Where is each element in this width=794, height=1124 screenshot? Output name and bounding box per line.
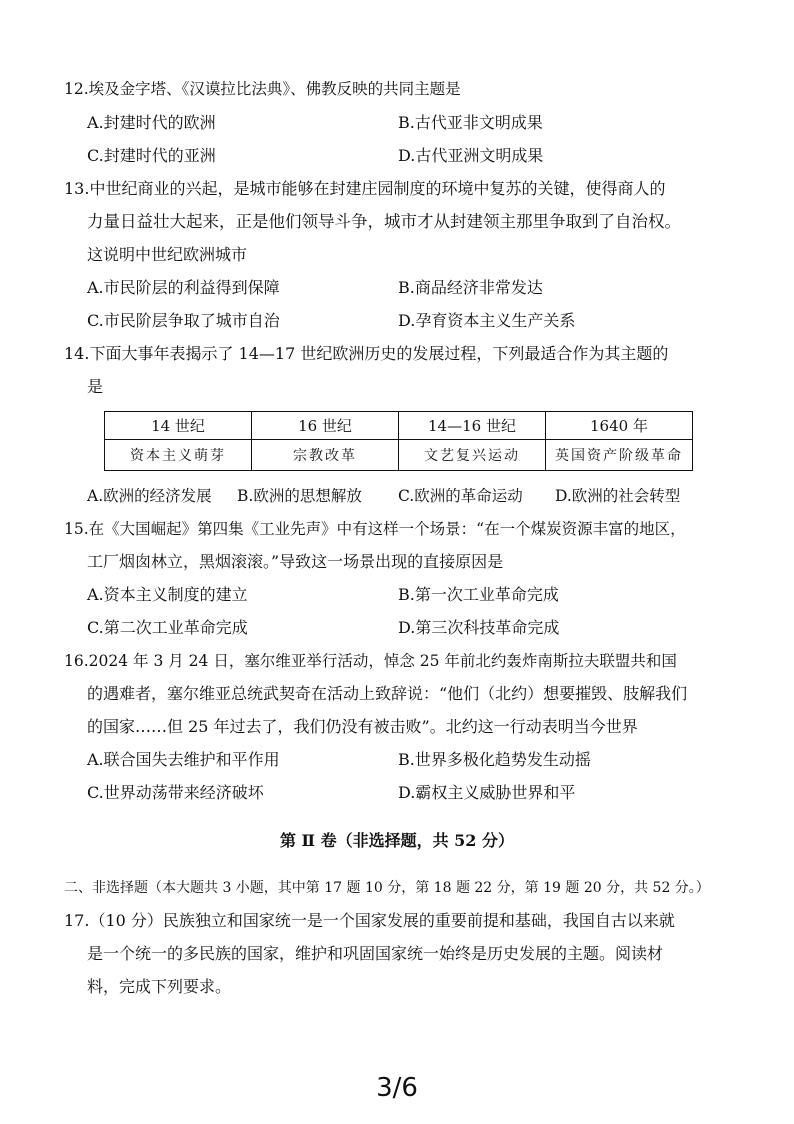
- q17-line-2: 是一个统一的多民族的国家，维护和巩固国家统一始终是历史发展的主题。阅读材: [87, 944, 664, 963]
- q13-option-b: B.商品经济非常发达: [398, 278, 543, 297]
- section-heading: 二、非选择题（本大题共 3 小题，其中第 17 题 10 分，第 18 题 22 分，第 19 题 20 分，共 52 分。）: [64, 880, 710, 896]
- q14-option-b: B.欧洲的思想解放: [237, 487, 362, 505]
- q14-option-a: A.欧洲的经济发展: [87, 487, 212, 505]
- q16-option-d: D.霸权主义威胁世界和平: [398, 783, 576, 802]
- q16-option-a: A.联合国失去维护和平作用: [87, 750, 280, 769]
- table-header: 16 世纪: [252, 412, 399, 440]
- q15-option-d: D.第三次科技革命完成: [398, 618, 560, 637]
- table-cell: 文艺复兴运动: [399, 440, 546, 471]
- q13-option-c: C.市民阶层争取了城市自治: [87, 311, 280, 330]
- page-number: 3/6: [376, 1073, 418, 1103]
- q16-line-2: 的遇难者，塞尔维亚总统武契奇在活动上致辞说：“他们（北约）想要摧毁、肢解我们: [87, 684, 688, 703]
- q17-line-3: 料，完成下列要求。: [87, 977, 232, 996]
- q14-line-2: 是: [87, 377, 104, 396]
- q13-option-d: D.孕育资本主义生产关系: [398, 311, 576, 330]
- table-cell: 资本主义萌芽: [105, 440, 252, 471]
- q16-option-b: B.世界多极化趋势发生动摇: [398, 750, 591, 769]
- q12-option-a: A.封建时代的欧洲: [87, 113, 216, 132]
- q12-option-b: B.古代亚非文明成果: [398, 113, 543, 132]
- q13-line-2: 力量日益壮大起来，正是他们领导斗争，城市才从封建领主那里争取到了自治权。: [87, 212, 681, 231]
- section-title: 第 Ⅱ 卷（非选择题，共 52 分）: [279, 831, 515, 850]
- q15-option-a: A.资本主义制度的建立: [87, 585, 248, 604]
- q15-option-c: C.第二次工业革命完成: [87, 618, 248, 637]
- q14-line-1: 14.下面大事年表揭示了 14—17 世纪欧洲历史的发展过程，下列最适合作为其主题的: [64, 344, 669, 363]
- q13-line-3: 这说明中世纪欧洲城市: [87, 245, 248, 264]
- q15-line-2: 工厂烟囱林立，黑烟滚滚。”导致这一场景出现的直接原因是: [87, 552, 504, 571]
- q14-option-d: D.欧洲的社会转型: [555, 487, 681, 505]
- q15-line-1: 15.在《大国崛起》第四集《工业先声》中有这样一个场景：“在一个煤炭资源丰富的地区，: [64, 520, 686, 538]
- q17-line-1: 17.（10 分）民族独立和国家统一是一个国家发展的重要前提和基础，我国自古以来就: [64, 911, 675, 930]
- table-header: 14—16 世纪: [399, 412, 546, 440]
- table-header: 14 世纪: [105, 412, 252, 440]
- q16-line-1: 16.2024 年 3 月 24 日，塞尔维亚举行活动，悼念 25 年前北约轰炸南斯拉夫联盟共和国: [64, 652, 677, 670]
- q12-stem: 12.埃及金字塔、《汉谟拉比法典》、佛教反映的共同主题是: [64, 80, 461, 98]
- q13-option-a: A.市民阶层的利益得到保障: [87, 278, 280, 297]
- table-header: 1640 年: [546, 412, 693, 440]
- q12-option-c: C.封建时代的亚洲: [87, 146, 216, 165]
- q13-line-1: 13.中世纪商业的兴起，是城市能够在封建庄园制度的环境中复苏的关键，使得商人的: [64, 179, 666, 198]
- table-cell: 英国资产阶级革命: [546, 440, 693, 471]
- q12-option-d: D.古代亚洲文明成果: [398, 146, 544, 165]
- q16-line-3: 的国家……但 25 年过去了，我们仍没有被击败”。北约这一行动表明当今世界: [87, 717, 638, 736]
- q16-option-c: C.世界动荡带来经济破坏: [87, 783, 264, 802]
- q15-option-b: B.第一次工业革命完成: [398, 585, 559, 604]
- table-cell: 宗教改革: [252, 440, 399, 471]
- q14-option-c: C.欧洲的革命运动: [398, 487, 523, 505]
- chronology-table: [104, 411, 693, 471]
